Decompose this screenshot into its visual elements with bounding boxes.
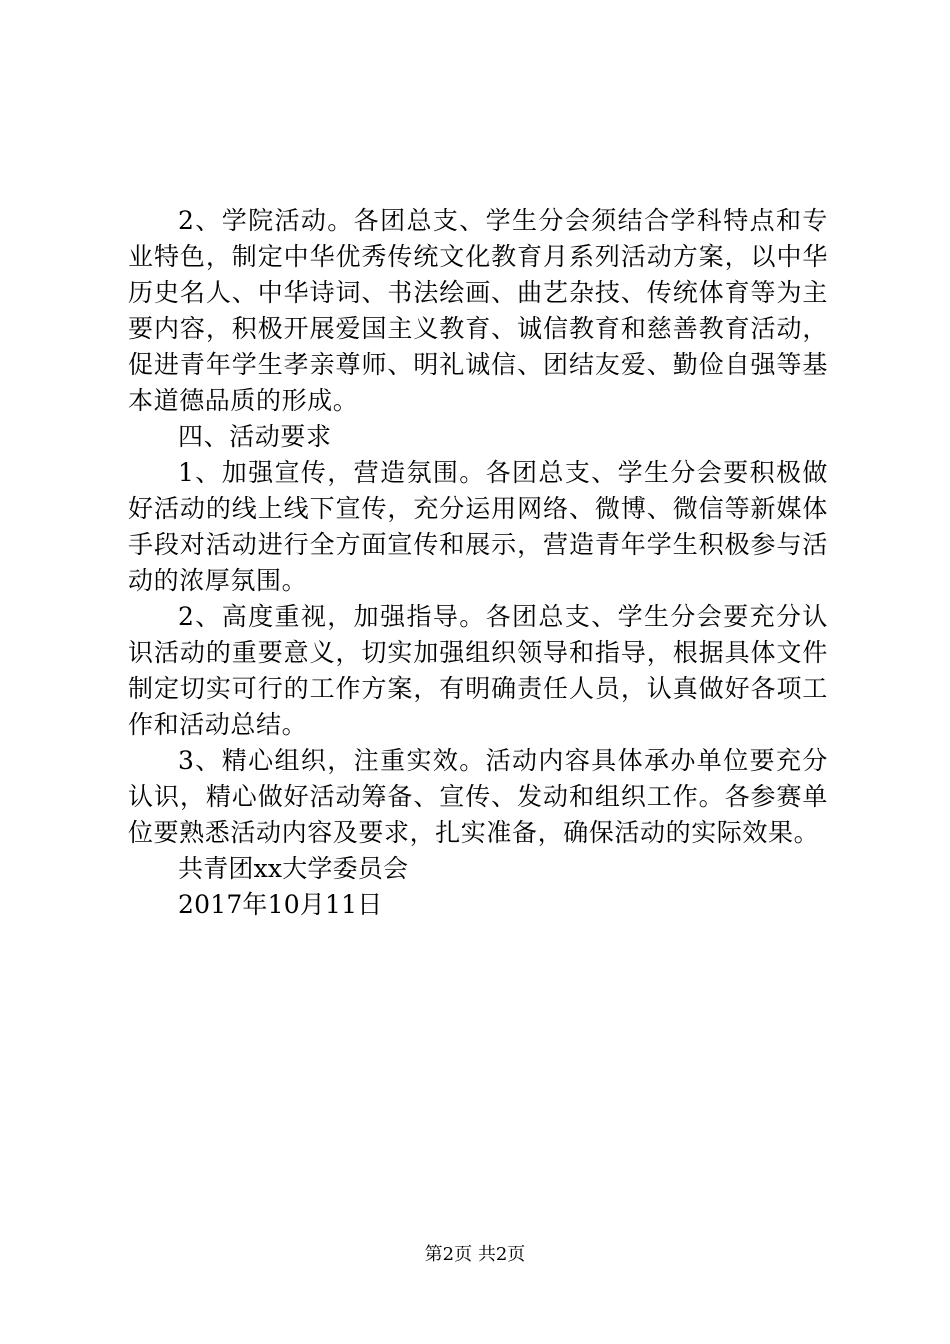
signature-organization: 共青团xx大学委员会 — [178, 854, 409, 883]
document-body — [128, 203, 828, 923]
page-number-footer: 第2页 共2页 — [424, 1244, 526, 1265]
signature-date: 2017年10月11日 — [178, 890, 383, 919]
paragraph-publicity: 1、加强宣传，营造氛围。各团总支、学生分会要积极做好活动的线上线下宣传，充分运用网络、微博、微信等新媒体手段对活动进行全方面宣传和展示，营造青年学生积极参与活动的浓厚氛围。 — [128, 458, 828, 595]
paragraph-organization: 3、精心组织，注重实效。活动内容具体承办单位要充分认识，精心做好活动筹备、宣传、发动和组织工作。各参赛单位要熟悉活动内容及要求，扎实准备，确保活动的实际效果。 — [128, 746, 828, 847]
section-heading-requirements: 四、活动要求 — [178, 422, 332, 451]
paragraph-college-activities: 2、学院活动。各团总支、学生分会须结合学科特点和专业特色，制定中华优秀传统文化教育月系列活动方案，以中华历史名人、中华诗词、书法绘画、曲艺杂技、传统体育等为主要内容，积极开展爱国主义教育、诚信教育和慈善教育活动，促进青年学生孝亲尊师、明礼诚信、团结友爱、勤俭自强等基本道德品质的形成。 — [128, 206, 828, 415]
paragraph-guidance: 2、高度重视，加强指导。各团总支、学生分会要充分认识活动的重要意义，切实加强组织领导和指导，根据具体文件制定切实可行的工作方案，有明确责任人员，认真做好各项工作和活动总结。 — [128, 602, 828, 739]
